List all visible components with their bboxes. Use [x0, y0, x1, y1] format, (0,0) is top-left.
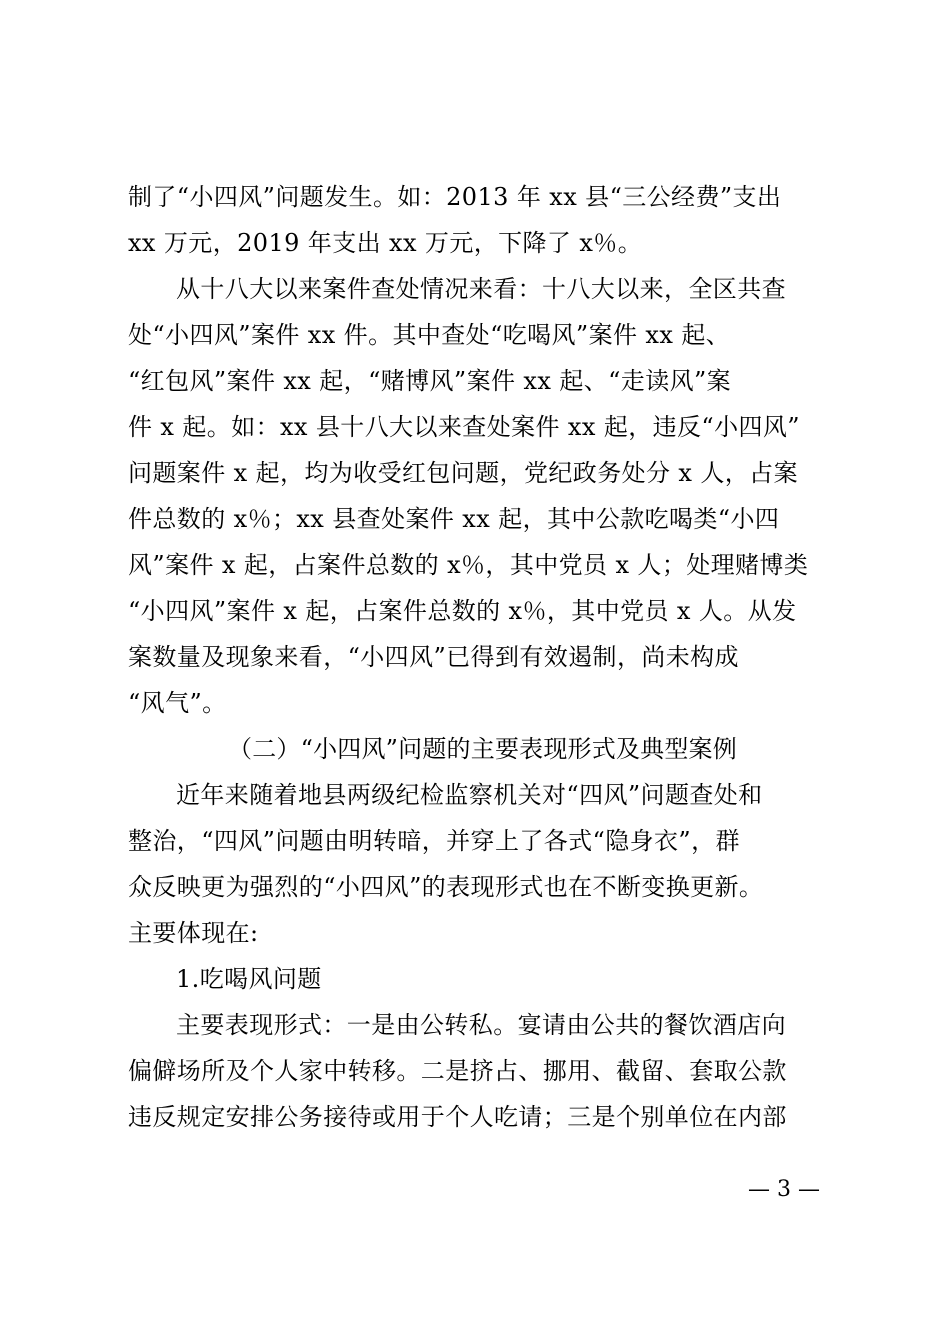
paragraph-line: 主要表现形式：一是由公转私。宴请由公共的餐饮酒店向: [176, 1011, 786, 1039]
subheading: 1.吃喝风问题: [176, 965, 322, 993]
paragraph-line: “小四风”案件 x 起，占案件总数的 x％，其中党员 x 人。从发: [128, 597, 797, 625]
paragraph-line: “风气”。: [128, 689, 227, 717]
paragraph-line: “红包风”案件 xx 起，“赌博风”案件 xx 起、“走读风”案: [128, 367, 732, 395]
paragraph-line: 风”案件 x 起，占案件总数的 x％，其中党员 x 人；处理赌博类: [128, 551, 809, 579]
paragraph-line: 件 x 起。如：xx 县十八大以来查处案件 xx 起，违反“小四风”: [128, 413, 800, 441]
paragraph-line: 近年来随着地县两级纪检监察机关对“四风”问题查处和: [176, 781, 763, 809]
paragraph-line: 从十八大以来案件查处情况来看：十八大以来，全区共查: [176, 275, 786, 303]
paragraph-line: 整治，“四风”问题由明转暗，并穿上了各式“隐身衣”，群: [128, 827, 740, 855]
paragraph-line: 主要体现在:: [128, 919, 259, 947]
paragraph-line: 处“小四风”案件 xx 件。其中查处“吃喝风”案件 xx 起、: [128, 321, 731, 349]
paragraph-line: 违反规定安排公务接待或用于个人吃请；三是个别单位在内部: [128, 1103, 787, 1131]
section-heading: （二）“小四风”问题的主要表现形式及典型案例: [228, 735, 737, 763]
paragraph-line: 件总数的 x％；xx 县查处案件 xx 起，其中公款吃喝类“小四: [128, 505, 780, 533]
paragraph-line: 制了“小四风”问题发生。如：2013 年 xx 县“三公经费”支出: [128, 183, 782, 211]
paragraph-line: 偏僻场所及个人家中转移。二是挤占、挪用、截留、套取公款: [128, 1057, 787, 1085]
paragraph-line: 众反映更为强烈的“小四风”的表现形式也在不断变换更新。: [128, 873, 764, 901]
paragraph-line: 问题案件 x 起，均为收受红包问题，党纪政务处分 x 人，占案: [128, 459, 798, 487]
paragraph-line: xx 万元，2019 年支出 xx 万元，下降了 x％。: [128, 229, 643, 257]
page-number: — 3 —: [748, 1177, 820, 1202]
paragraph-line: 案数量及现象来看，“小四风”已得到有效遏制，尚未构成: [128, 643, 739, 671]
